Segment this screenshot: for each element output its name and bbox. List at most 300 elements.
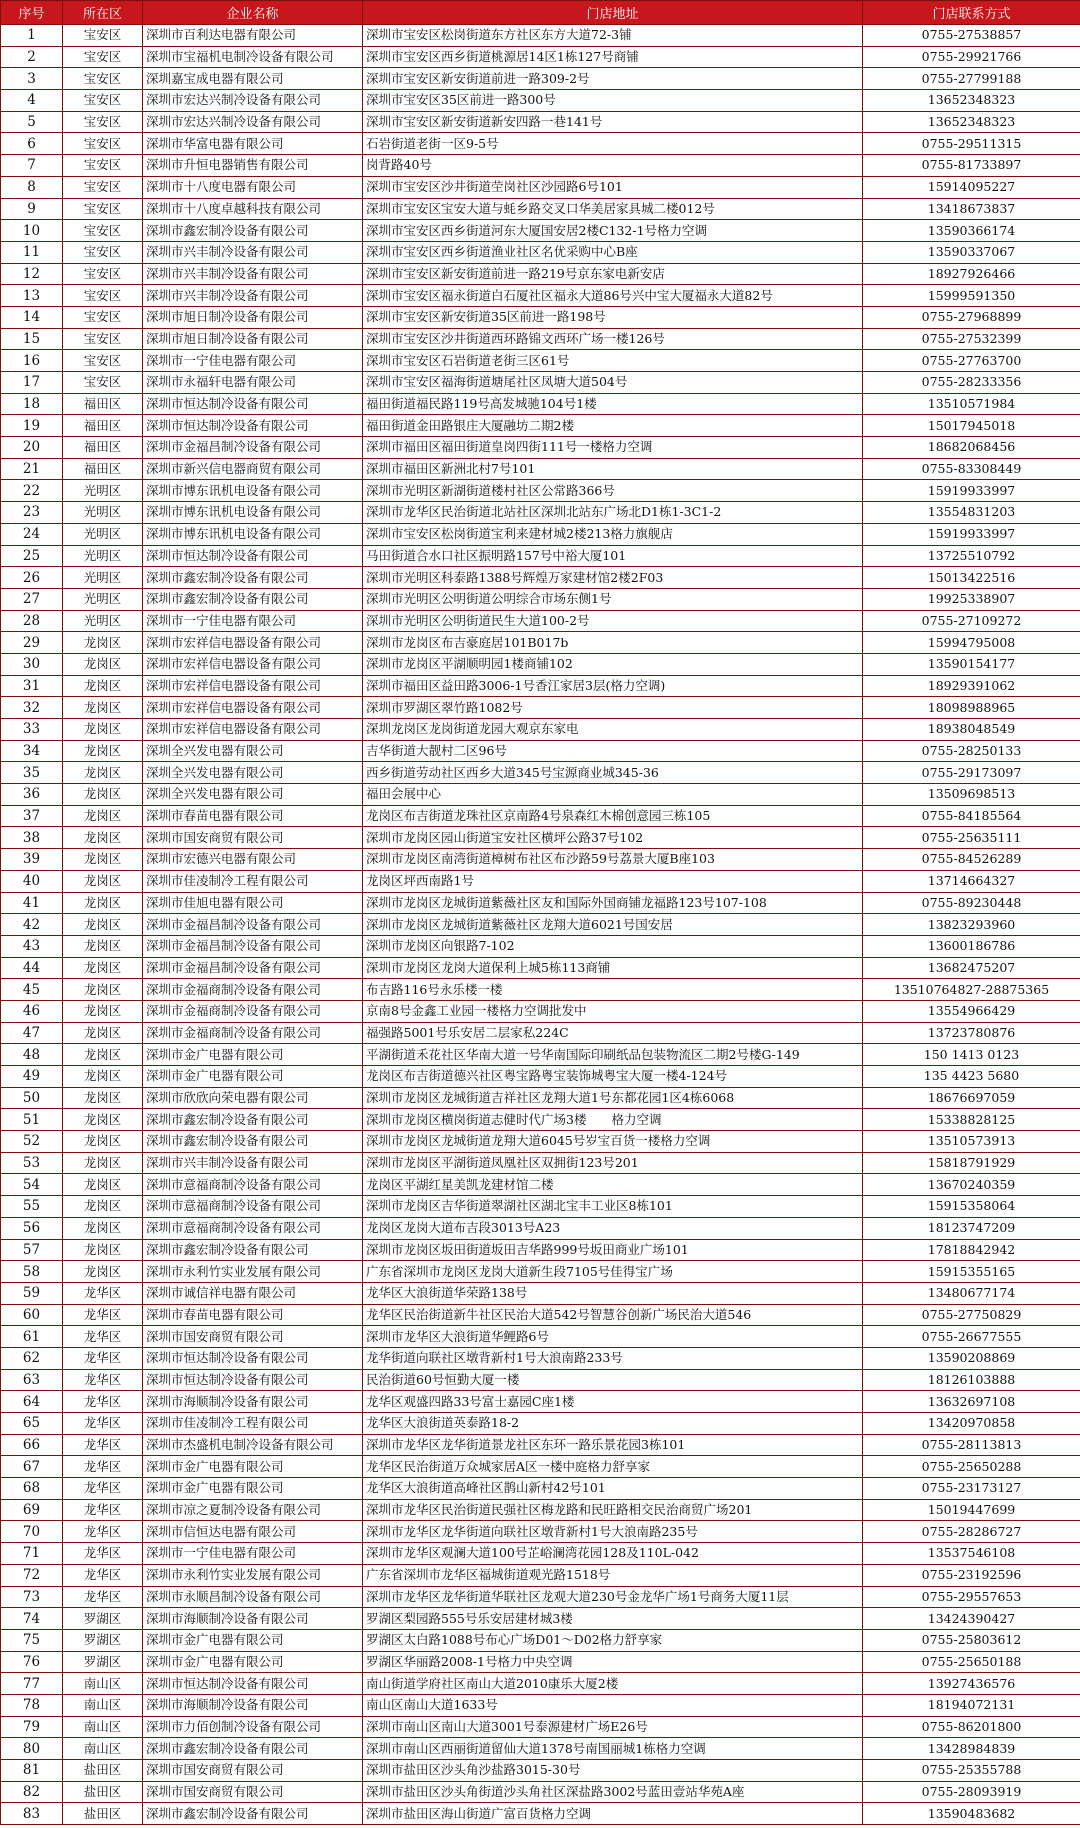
table-row (1, 675, 1080, 697)
row-phone: 13823293960 (863, 914, 1080, 936)
row-address: 石岩街道老街一区9-5号 (363, 133, 863, 155)
row-company: 深圳嘉宝成电器有限公司 (143, 68, 363, 90)
table-row (1, 68, 1080, 90)
row-phone: 13682475207 (863, 957, 1080, 979)
row-phone: 15919933997 (863, 480, 1080, 502)
table-row (1, 1196, 1080, 1218)
row-phone: 13600186786 (863, 935, 1080, 957)
table-row (1, 1543, 1080, 1565)
row-address: 深圳市光明区公明街道民生大道100-2号 (363, 610, 863, 632)
row-phone: 19925338907 (863, 588, 1080, 610)
row-address: 深圳市福田区益田路3006-1号香江家居3层(格力空调) (363, 675, 863, 697)
row-district: 龙岗区 (63, 1239, 143, 1261)
row-district: 龙岗区 (63, 632, 143, 654)
table-row (1, 1673, 1080, 1695)
table-row (1, 1803, 1080, 1825)
row-phone: 18682068456 (863, 437, 1080, 459)
row-number: 36 (1, 784, 63, 806)
row-company: 深圳市永利竹实业发展有限公司 (143, 1261, 363, 1283)
row-district: 龙岗区 (63, 827, 143, 849)
row-number: 39 (1, 849, 63, 871)
row-company: 深圳市兴丰制冷设备有限公司 (143, 1152, 363, 1174)
row-company: 深圳市金广电器有限公司 (143, 1651, 363, 1673)
table-row (1, 90, 1080, 112)
table-row (1, 241, 1080, 263)
row-district: 龙岗区 (63, 1261, 143, 1283)
row-address: 龙岗区平湖红星美凯龙建材馆二楼 (363, 1174, 863, 1196)
row-phone: 0755-27763700 (863, 350, 1080, 372)
row-phone: 15999591350 (863, 285, 1080, 307)
row-number: 41 (1, 892, 63, 914)
table-row (1, 979, 1080, 1001)
row-number: 77 (1, 1673, 63, 1695)
row-address: 深圳市宝安区35区前进一路300号 (363, 90, 863, 112)
row-number: 31 (1, 675, 63, 697)
table-row (1, 1022, 1080, 1044)
row-district: 龙华区 (63, 1282, 143, 1304)
row-company: 深圳市力佰创制冷设备有限公司 (143, 1716, 363, 1738)
row-number: 33 (1, 719, 63, 741)
row-phone: 0755-84185564 (863, 805, 1080, 827)
row-number: 54 (1, 1174, 63, 1196)
row-address: 深圳市宝安区沙井街道西环路锦文西环广场一楼126号 (363, 328, 863, 350)
row-number: 30 (1, 653, 63, 675)
row-company: 深圳市永顺昌制冷设备有限公司 (143, 1586, 363, 1608)
row-district: 宝安区 (63, 176, 143, 198)
row-address: 深圳市宝安区新安街道前进一路309-2号 (363, 68, 863, 90)
row-district: 龙岗区 (63, 849, 143, 871)
row-phone: 18123747209 (863, 1217, 1080, 1239)
row-company: 深圳市恒达制冷设备有限公司 (143, 1347, 363, 1369)
row-company: 深圳市宏祥信电器设备有限公司 (143, 632, 363, 654)
row-district: 宝安区 (63, 372, 143, 394)
row-number: 24 (1, 523, 63, 545)
table-row (1, 1413, 1080, 1435)
row-address: 布吉路116号永乐楼一楼 (363, 979, 863, 1001)
row-district: 宝安区 (63, 241, 143, 263)
row-phone: 0755-23173127 (863, 1478, 1080, 1500)
row-number: 79 (1, 1716, 63, 1738)
row-company: 深圳市新兴信电器商贸有限公司 (143, 458, 363, 480)
row-phone: 0755-29511315 (863, 133, 1080, 155)
table-row (1, 111, 1080, 133)
row-number: 69 (1, 1499, 63, 1521)
row-phone: 18194072131 (863, 1694, 1080, 1716)
row-phone: 15017945018 (863, 415, 1080, 437)
row-company: 深圳市一宁佳电器有限公司 (143, 350, 363, 372)
row-phone: 13590337067 (863, 241, 1080, 263)
row-company: 深圳市欣欣向荣电器有限公司 (143, 1087, 363, 1109)
row-number: 28 (1, 610, 63, 632)
row-address: 深圳市龙岗区向银路7-102 (363, 935, 863, 957)
row-address: 深圳市宝安区松岗街道宝利来建材城2楼213格力旗舰店 (363, 523, 863, 545)
row-phone: 0755-27799188 (863, 68, 1080, 90)
row-phone: 17818842942 (863, 1239, 1080, 1261)
row-company: 深圳市鑫宏制冷设备有限公司 (143, 567, 363, 589)
row-company: 深圳市金福昌制冷设备有限公司 (143, 935, 363, 957)
row-phone: 15013422516 (863, 567, 1080, 589)
table-row (1, 1109, 1080, 1131)
row-phone: 18927926466 (863, 263, 1080, 285)
row-district: 宝安区 (63, 198, 143, 220)
row-company: 深圳市宏祥信电器设备有限公司 (143, 697, 363, 719)
table-row (1, 632, 1080, 654)
table-row (1, 46, 1080, 68)
row-address: 岗背路40号 (363, 155, 863, 177)
row-number: 53 (1, 1152, 63, 1174)
row-number: 42 (1, 914, 63, 936)
row-phone: 0755-25650188 (863, 1651, 1080, 1673)
row-number: 8 (1, 176, 63, 198)
row-company: 深圳市升恒电器销售有限公司 (143, 155, 363, 177)
row-phone: 13927436576 (863, 1673, 1080, 1695)
row-number: 56 (1, 1217, 63, 1239)
row-number: 57 (1, 1239, 63, 1261)
row-phone: 13652348323 (863, 111, 1080, 133)
row-address: 民治街道60号恒勤大厦一楼 (363, 1369, 863, 1391)
row-company: 深圳市国安商贸有限公司 (143, 827, 363, 849)
row-phone: 13590366174 (863, 220, 1080, 242)
row-phone: 15915358064 (863, 1196, 1080, 1218)
row-company: 深圳市鑫宏制冷设备有限公司 (143, 1803, 363, 1825)
row-company: 深圳市佳凌制冷工程有限公司 (143, 1413, 363, 1435)
row-phone: 13509698513 (863, 784, 1080, 806)
row-phone: 18126103888 (863, 1369, 1080, 1391)
table-row (1, 198, 1080, 220)
row-number: 34 (1, 740, 63, 762)
row-district: 光明区 (63, 588, 143, 610)
row-number: 83 (1, 1803, 63, 1825)
row-company: 深圳市海顺制冷设备有限公司 (143, 1608, 363, 1630)
table-row (1, 957, 1080, 979)
row-company: 深圳市国安商贸有限公司 (143, 1760, 363, 1782)
row-address: 福田会展中心 (363, 784, 863, 806)
table-row (1, 1217, 1080, 1239)
row-company: 深圳市宏达兴制冷设备有限公司 (143, 90, 363, 112)
row-address: 吉华街道大靓村二区96号 (363, 740, 863, 762)
row-company: 深圳全兴发电器有限公司 (143, 740, 363, 762)
row-district: 宝安区 (63, 90, 143, 112)
row-company: 深圳市金福昌制冷设备有限公司 (143, 437, 363, 459)
table-row (1, 1391, 1080, 1413)
row-district: 龙岗区 (63, 892, 143, 914)
row-company: 深圳市意福商制冷设备有限公司 (143, 1217, 363, 1239)
row-address: 龙岗区坪西南路1号 (363, 870, 863, 892)
row-address: 深圳市龙华区龙华街道景龙社区东环一路乐景花园3栋101 (363, 1434, 863, 1456)
row-phone: 0755-28093919 (863, 1781, 1080, 1803)
row-number: 68 (1, 1478, 63, 1500)
table-row (1, 1651, 1080, 1673)
row-district: 龙岗区 (63, 740, 143, 762)
table-row (1, 328, 1080, 350)
row-address: 深圳市盐田区沙头角街道沙头角社区深盐路3002号蓝田壹站华苑A座 (363, 1781, 863, 1803)
row-district: 罗湖区 (63, 1629, 143, 1651)
row-number: 67 (1, 1456, 63, 1478)
row-company: 深圳市恒达制冷设备有限公司 (143, 1673, 363, 1695)
row-phone: 13554831203 (863, 502, 1080, 524)
row-company: 深圳市金福昌制冷设备有限公司 (143, 914, 363, 936)
row-company: 深圳市永利竹实业发展有限公司 (143, 1564, 363, 1586)
row-company: 深圳市兴丰制冷设备有限公司 (143, 263, 363, 285)
table-row (1, 567, 1080, 589)
row-district: 光明区 (63, 545, 143, 567)
row-district: 龙华区 (63, 1369, 143, 1391)
row-company: 深圳市海顺制冷设备有限公司 (143, 1694, 363, 1716)
row-district: 龙岗区 (63, 805, 143, 827)
row-address: 龙华区民治街道新牛社区民治大道542号智慧谷创新广场民治大道546 (363, 1304, 863, 1326)
row-address: 南山区南山大道1633号 (363, 1694, 863, 1716)
row-district: 宝安区 (63, 46, 143, 68)
row-district: 宝安区 (63, 220, 143, 242)
row-phone: 18676697059 (863, 1087, 1080, 1109)
row-district: 南山区 (63, 1694, 143, 1716)
row-address: 广东省深圳市龙华区福城街道观光路1518号 (363, 1564, 863, 1586)
row-number: 62 (1, 1347, 63, 1369)
row-district: 龙岗区 (63, 1217, 143, 1239)
row-district: 龙华区 (63, 1521, 143, 1543)
row-number: 7 (1, 155, 63, 177)
row-phone: 13510764827-28875365 (863, 979, 1080, 1001)
row-number: 71 (1, 1543, 63, 1565)
table-row (1, 849, 1080, 871)
table-row (1, 1347, 1080, 1369)
row-district: 宝安区 (63, 306, 143, 328)
table-row (1, 1000, 1080, 1022)
row-number: 78 (1, 1694, 63, 1716)
row-district: 盐田区 (63, 1781, 143, 1803)
table-row (1, 1456, 1080, 1478)
row-address: 罗湖区太白路1088号布心广场D01～D02格力舒享家 (363, 1629, 863, 1651)
row-phone: 13554966429 (863, 1000, 1080, 1022)
table-row (1, 1629, 1080, 1651)
table-row (1, 306, 1080, 328)
row-district: 龙岗区 (63, 914, 143, 936)
row-phone: 0755-25650288 (863, 1456, 1080, 1478)
row-phone: 0755-28233356 (863, 372, 1080, 394)
row-address: 福田街道金田路银庄大厦融坊二期2楼 (363, 415, 863, 437)
row-address: 深圳市龙华区观澜大道100号芷峪澜湾花园128及110L-042 (363, 1543, 863, 1565)
row-phone: 13420970858 (863, 1413, 1080, 1435)
row-company: 深圳市国安商贸有限公司 (143, 1781, 363, 1803)
header-company: 企业名称 (143, 1, 363, 25)
row-district: 龙岗区 (63, 784, 143, 806)
row-district: 龙华区 (63, 1434, 143, 1456)
row-phone: 0755-25635111 (863, 827, 1080, 849)
table-row (1, 892, 1080, 914)
row-district: 龙华区 (63, 1478, 143, 1500)
row-number: 45 (1, 979, 63, 1001)
row-phone: 13670240359 (863, 1174, 1080, 1196)
row-district: 龙岗区 (63, 1022, 143, 1044)
row-number: 2 (1, 46, 63, 68)
row-address: 南山街道学府社区南山大道2010康乐大厦2楼 (363, 1673, 863, 1695)
row-district: 宝安区 (63, 350, 143, 372)
row-address: 深圳市宝安区新安街道35区前进一路198号 (363, 306, 863, 328)
row-number: 3 (1, 68, 63, 90)
row-company: 深圳市兴丰制冷设备有限公司 (143, 241, 363, 263)
table-row (1, 697, 1080, 719)
table-row (1, 155, 1080, 177)
row-address: 深圳市龙华区龙华街道向联社区墩背新村1号大浪南路235号 (363, 1521, 863, 1543)
row-district: 罗湖区 (63, 1608, 143, 1630)
table-row (1, 784, 1080, 806)
row-address: 深圳市光明区公明街道公明综合市场东侧1号 (363, 588, 863, 610)
row-number: 9 (1, 198, 63, 220)
table-row (1, 1608, 1080, 1630)
row-phone: 13725510792 (863, 545, 1080, 567)
row-company: 深圳市恒达制冷设备有限公司 (143, 1369, 363, 1391)
row-number: 82 (1, 1781, 63, 1803)
row-address: 深圳市宝安区沙井街道茔岗社区沙园路6号101 (363, 176, 863, 198)
row-district: 龙岗区 (63, 1109, 143, 1131)
row-address: 龙岗区龙岗大道布吉段3013号A23 (363, 1217, 863, 1239)
row-company: 深圳市兴丰制冷设备有限公司 (143, 285, 363, 307)
row-number: 38 (1, 827, 63, 849)
row-phone: 18929391062 (863, 675, 1080, 697)
row-district: 宝安区 (63, 25, 143, 47)
header-address: 门店地址 (363, 1, 863, 25)
row-phone: 0755-23192596 (863, 1564, 1080, 1586)
table-row (1, 935, 1080, 957)
row-address: 深圳市龙华区民治街道北站社区深圳北站东广场北D1栋1-3C1-2 (363, 502, 863, 524)
table-row (1, 502, 1080, 524)
row-address: 深圳市龙岗区龙城街道紫薇社区友和国际外国商铺龙福路123号107-108 (363, 892, 863, 914)
table-row (1, 1738, 1080, 1760)
row-number: 21 (1, 458, 63, 480)
row-district: 光明区 (63, 502, 143, 524)
row-address: 罗湖区梨园路555号乐安居建材城3楼 (363, 1608, 863, 1630)
table-row (1, 1586, 1080, 1608)
row-address: 深圳市龙华区民治街道民强社区梅龙路和民旺路相交民治商贸广场201 (363, 1499, 863, 1521)
row-number: 74 (1, 1608, 63, 1630)
row-address: 深圳市宝安区宝安大道与蚝乡路交叉口华美居家具城二楼012号 (363, 198, 863, 220)
row-number: 81 (1, 1760, 63, 1782)
table-body (1, 25, 1080, 1825)
row-district: 龙岗区 (63, 1196, 143, 1218)
row-company: 深圳市一宁佳电器有限公司 (143, 610, 363, 632)
table-row (1, 1760, 1080, 1782)
row-address: 深圳市龙岗区坂田街道坂田吉华路999号坂田商业广场101 (363, 1239, 863, 1261)
row-address: 深圳市宝安区西乡街道桃源居14区1栋127号商铺 (363, 46, 863, 68)
row-company: 深圳市十八度电器有限公司 (143, 176, 363, 198)
row-phone: 0755-89230448 (863, 892, 1080, 914)
row-number: 10 (1, 220, 63, 242)
row-district: 宝安区 (63, 133, 143, 155)
table-row (1, 1521, 1080, 1543)
row-company: 深圳市鑫宏制冷设备有限公司 (143, 588, 363, 610)
row-company: 深圳市鑫宏制冷设备有限公司 (143, 220, 363, 242)
table-row (1, 1434, 1080, 1456)
row-company: 深圳市宏祥信电器设备有限公司 (143, 675, 363, 697)
row-address: 深圳市龙岗区横岗街道志健时代广场3楼 格力空调 (363, 1109, 863, 1131)
row-number: 20 (1, 437, 63, 459)
row-company: 深圳市金广电器有限公司 (143, 1066, 363, 1088)
row-number: 48 (1, 1044, 63, 1066)
table-row (1, 1694, 1080, 1716)
row-district: 盐田区 (63, 1803, 143, 1825)
row-company: 深圳市博东讯机电设备有限公司 (143, 480, 363, 502)
row-district: 龙华区 (63, 1543, 143, 1565)
row-address: 深圳市宝安区新安街道新安四路一巷141号 (363, 111, 863, 133)
table-row (1, 1326, 1080, 1348)
row-address: 深圳市龙岗区龙城街道紫薇社区龙翔大道6021号国安居 (363, 914, 863, 936)
row-address: 京南8号金鑫工业园一楼格力空调批发中 (363, 1000, 863, 1022)
header-phone: 门店联系方式 (863, 1, 1080, 25)
row-number: 80 (1, 1738, 63, 1760)
row-number: 44 (1, 957, 63, 979)
row-phone: 0755-83308449 (863, 458, 1080, 480)
row-district: 龙华区 (63, 1304, 143, 1326)
row-number: 5 (1, 111, 63, 133)
row-number: 52 (1, 1131, 63, 1153)
row-number: 17 (1, 372, 63, 394)
row-number: 16 (1, 350, 63, 372)
header-no: 序号 (1, 1, 63, 25)
row-number: 25 (1, 545, 63, 567)
row-district: 宝安区 (63, 263, 143, 285)
row-number: 29 (1, 632, 63, 654)
row-phone: 13537546108 (863, 1543, 1080, 1565)
row-phone: 13424390427 (863, 1608, 1080, 1630)
row-address: 深圳市宝安区福永街道白石厦社区福永大道86号兴中宝大厦福永大道82号 (363, 285, 863, 307)
row-phone: 13723780876 (863, 1022, 1080, 1044)
table-row (1, 1478, 1080, 1500)
row-district: 龙岗区 (63, 653, 143, 675)
row-address: 西乡街道劳动社区西乡大道345号宝源商业城345-36 (363, 762, 863, 784)
row-district: 福田区 (63, 393, 143, 415)
row-district: 龙岗区 (63, 675, 143, 697)
table-row (1, 1152, 1080, 1174)
row-company: 深圳市杰盛机电制冷设备有限公司 (143, 1434, 363, 1456)
row-address: 深圳市福田区新洲北村7号101 (363, 458, 863, 480)
row-phone: 0755-25803612 (863, 1629, 1080, 1651)
row-company: 深圳市宏祥信电器设备有限公司 (143, 719, 363, 741)
row-number: 51 (1, 1109, 63, 1131)
row-phone: 15994795008 (863, 632, 1080, 654)
row-address: 马田街道合水口社区振明路157号中裕大厦101 (363, 545, 863, 567)
row-address: 福田街道福民路119号高发城驰104号1楼 (363, 393, 863, 415)
row-district: 光明区 (63, 480, 143, 502)
table-row (1, 220, 1080, 242)
table-row (1, 25, 1080, 47)
table-row (1, 285, 1080, 307)
row-address: 深圳市龙华区龙华街道华联社区龙观大道230号金龙华广场1号商务大厦11层 (363, 1586, 863, 1608)
row-district: 龙岗区 (63, 870, 143, 892)
row-company: 深圳市金广电器有限公司 (143, 1456, 363, 1478)
row-address: 深圳市盐田区海山街道广富百货格力空调 (363, 1803, 863, 1825)
row-district: 龙岗区 (63, 697, 143, 719)
row-address: 龙华区大浪街道华荣路138号 (363, 1282, 863, 1304)
row-number: 15 (1, 328, 63, 350)
row-address: 深圳市宝安区新安街道前进一路219号京东家电新安店 (363, 263, 863, 285)
row-number: 1 (1, 25, 63, 47)
row-company: 深圳市博东讯机电设备有限公司 (143, 523, 363, 545)
row-phone: 13590154177 (863, 653, 1080, 675)
row-phone: 0755-29921766 (863, 46, 1080, 68)
row-phone: 0755-81733897 (863, 155, 1080, 177)
table-row (1, 372, 1080, 394)
row-district: 龙岗区 (63, 1066, 143, 1088)
row-company: 深圳市海顺制冷设备有限公司 (143, 1391, 363, 1413)
row-phone: 150 1413 0123 (863, 1044, 1080, 1066)
row-number: 32 (1, 697, 63, 719)
table-row (1, 719, 1080, 741)
row-number: 55 (1, 1196, 63, 1218)
row-company: 深圳市春苗电器有限公司 (143, 1304, 363, 1326)
row-company: 深圳市金广电器有限公司 (143, 1629, 363, 1651)
row-company: 深圳市宝福机电制冷设备有限公司 (143, 46, 363, 68)
row-phone: 13652348323 (863, 90, 1080, 112)
